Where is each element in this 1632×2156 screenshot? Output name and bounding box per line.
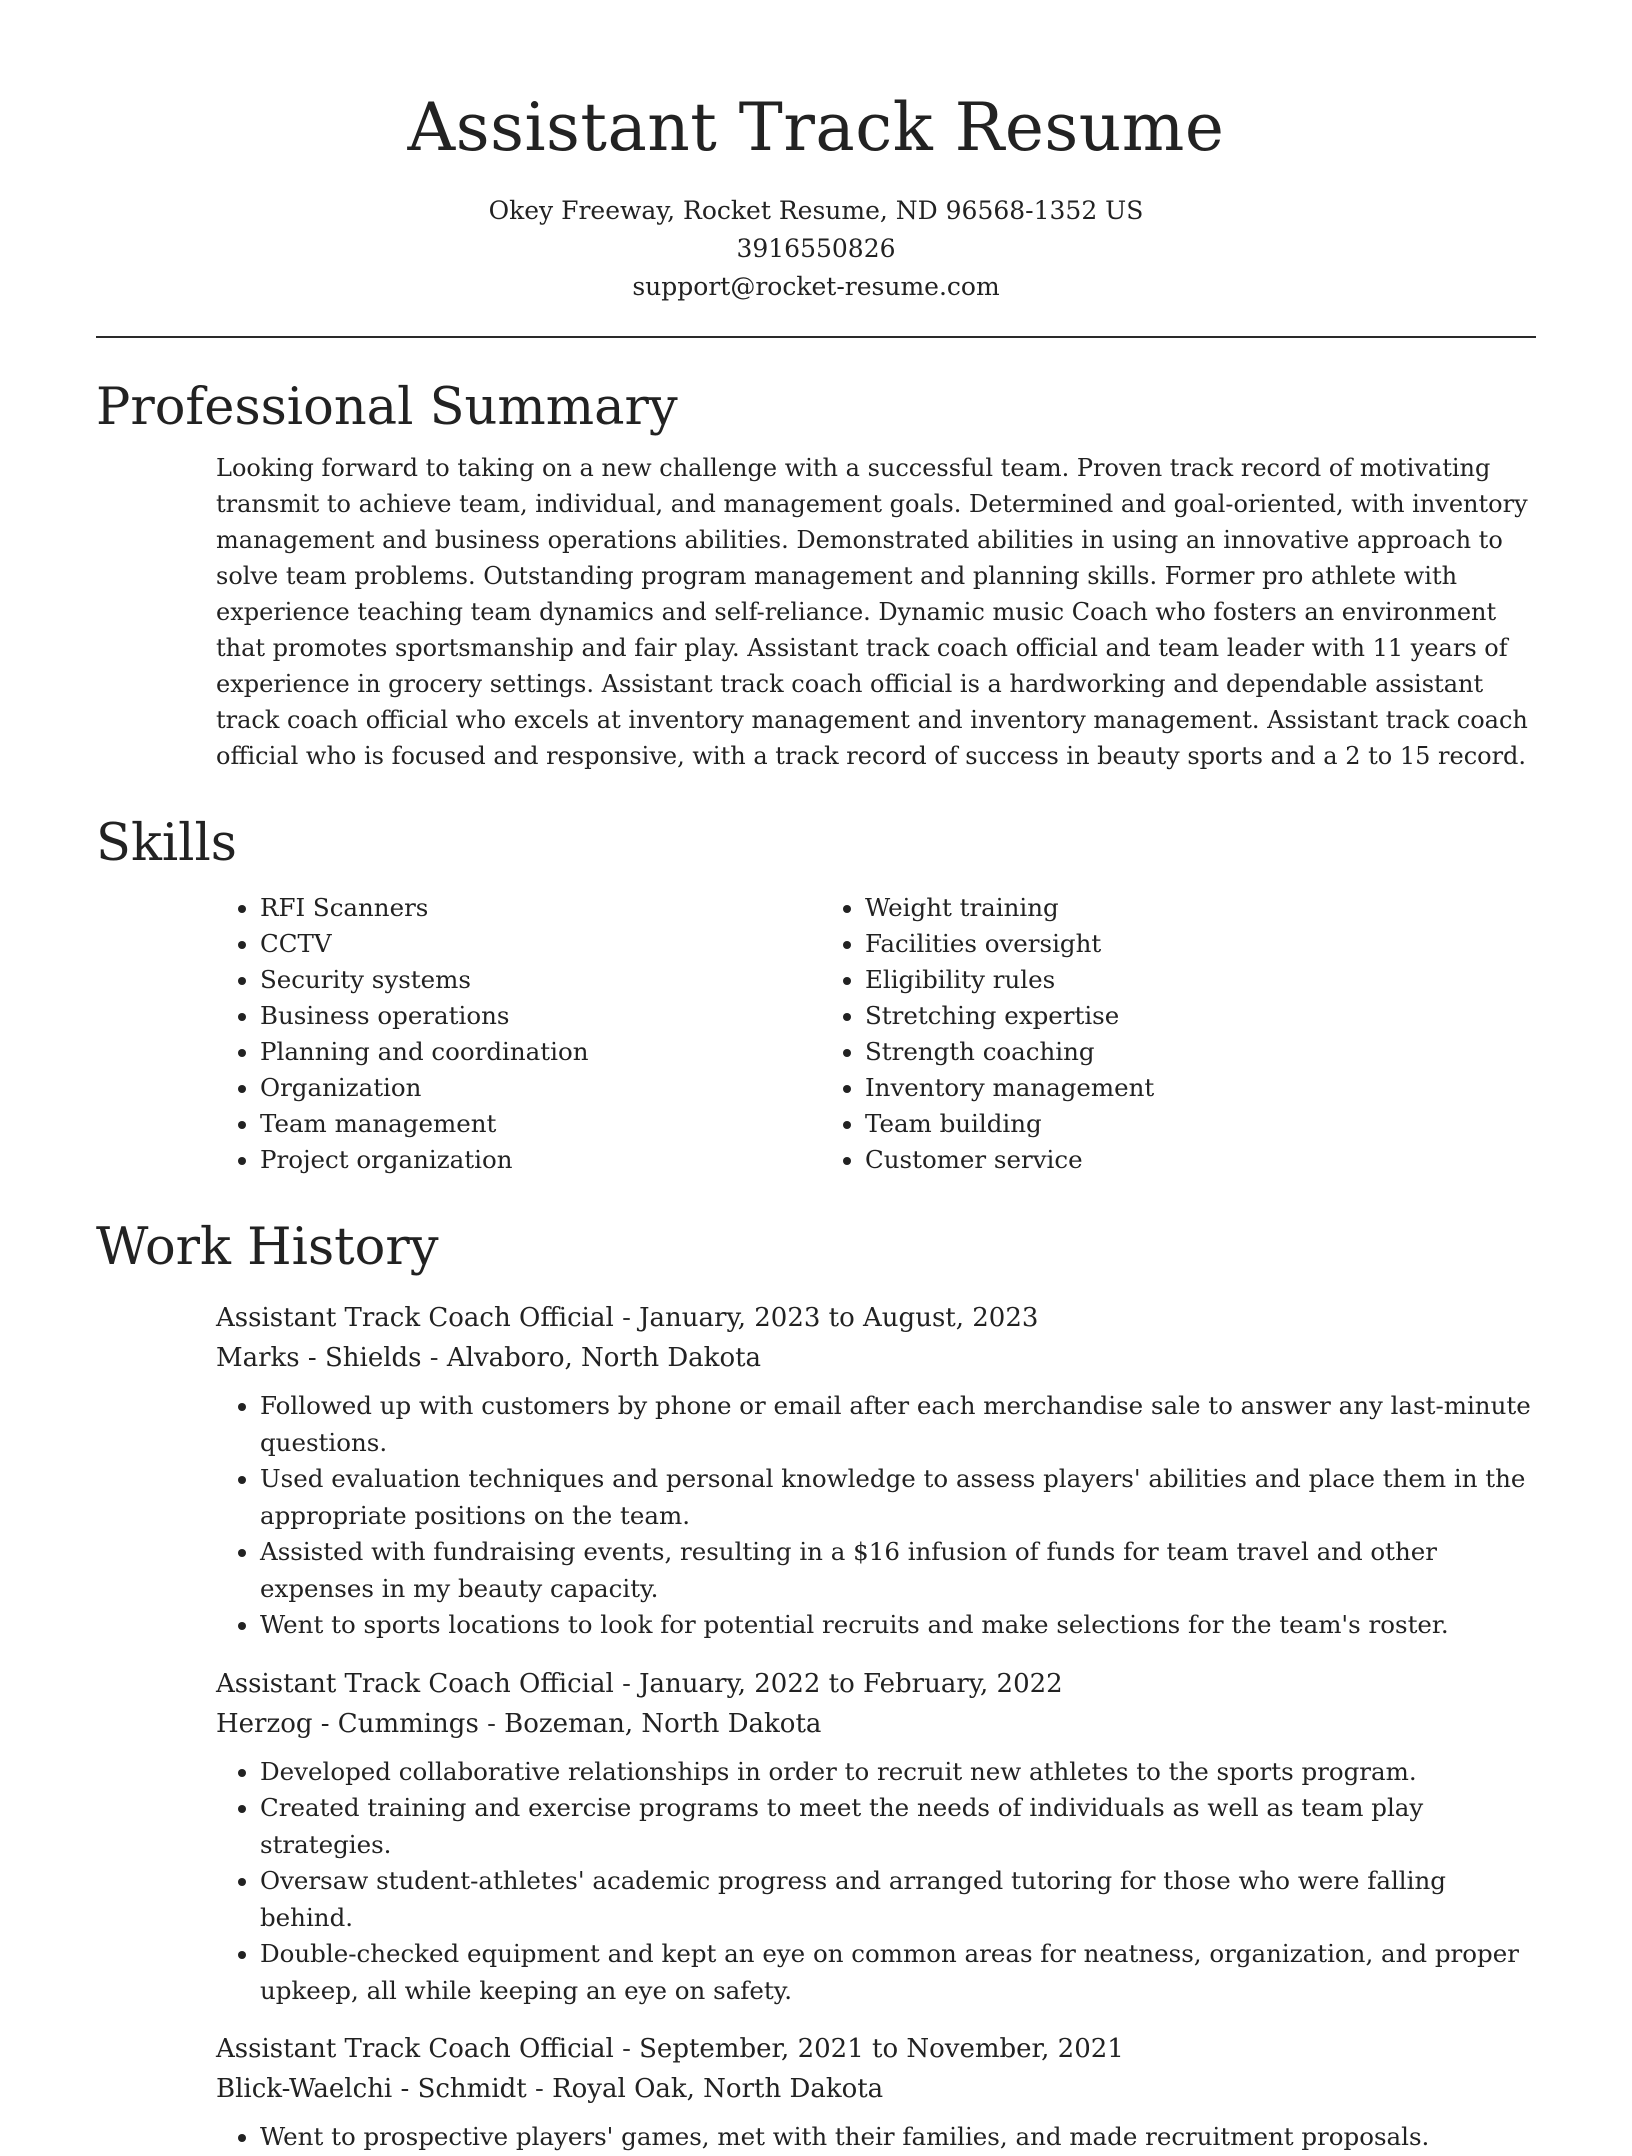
skill-item: • Project organization [260, 1142, 821, 1178]
duty-item: • Assisted with fundraising events, resulting in a $16 infusion of funds for team travel and other expenses in my beauty capacity. [260, 1534, 1536, 1607]
company-name: Marks - Shields [216, 1343, 422, 1373]
skill-item: • Strength coaching [865, 1034, 1154, 1070]
summary-heading: Professional Summary [96, 378, 678, 437]
skill-item: • Inventory management [865, 1070, 1154, 1106]
separator: - [535, 2074, 544, 2104]
skills-list [216, 890, 1536, 1178]
skill-item: • Stretching expertise [865, 998, 1154, 1034]
job-employer [216, 1704, 1536, 1744]
job-title: Assistant Track Coach Official [216, 1303, 614, 1333]
job-duties [216, 1388, 1536, 1644]
job-dates: January, 2023 to August, 2023 [639, 1303, 1039, 1333]
job-heading [216, 1664, 1536, 1704]
duty-item: • Created training and exercise programs to meet the needs of individuals as well as team play strategies. [260, 1790, 1536, 1863]
skill-item: • Facilities oversight [865, 926, 1154, 962]
duty-item: • Went to prospective players' games, met with their families, and made recruitment proposals. [260, 2119, 1536, 2156]
skills-column-right [821, 890, 1154, 1178]
separator: - [429, 1343, 439, 1373]
work-history-heading: Work History [96, 1218, 439, 1277]
job-employer [216, 1338, 1536, 1378]
duty-item: • Developed collaborative relationships in order to recruit new athletes to the sports program. [260, 1754, 1536, 1791]
skill-item: • Team management [260, 1106, 821, 1142]
job-heading [216, 2029, 1536, 2069]
duty-item: • Double-checked equipment and kept an eye on common areas for neatness, organization, and proper upkeep, all while keeping an eye on safety. [260, 1936, 1536, 2009]
phone: 3916550826 [736, 234, 896, 263]
company-name: Blick-Waelchi - Schmidt [216, 2074, 527, 2104]
skills-column-left [216, 890, 821, 1178]
skill-item: • Planning and coordination [260, 1034, 821, 1070]
address: Okey Freeway, Rocket Resume, ND 96568-1352 US [488, 196, 1144, 225]
job-location: Royal Oak, North Dakota [552, 2074, 884, 2104]
skill-item: • Business operations [260, 998, 821, 1034]
separator: - [487, 1708, 496, 1739]
contact-info [96, 192, 1536, 306]
job-title: Assistant Track Coach Official [216, 2034, 614, 2064]
job-dates: January, 2022 to February, 2022 [639, 1668, 1063, 1699]
skill-item: • Customer service [865, 1142, 1154, 1178]
work-history-list [96, 1298, 1536, 2156]
separator: - [622, 2034, 631, 2064]
job-location: Bozeman, North Dakota [504, 1708, 822, 1739]
skill-item: • Team building [865, 1106, 1154, 1142]
job-employer [216, 2069, 1536, 2109]
duty-item: • Used evaluation techniques and personal knowledge to assess players' abilities and place them in the appropriate positions on the team. [260, 1461, 1536, 1534]
company-name: Herzog - Cummings [216, 1708, 479, 1739]
email: support@rocket-resume.com [632, 272, 1000, 301]
skill-item: • Eligibility rules [865, 962, 1154, 998]
job-duties [216, 1754, 1536, 2010]
duty-item: • Oversaw student-athletes' academic progress and arranged tutoring for those who were falling behind. [260, 1863, 1536, 1936]
header-divider [96, 336, 1536, 338]
duty-item: • Followed up with customers by phone or email after each merchandise sale to answer any last-minute questions. [260, 1388, 1536, 1461]
skill-item: • Security systems [260, 962, 821, 998]
job-duties [216, 2119, 1536, 2156]
skill-item: • RFI Scanners [260, 890, 821, 926]
duty-item: • Went to sports locations to look for potential recruits and make selections for the team's roster. [260, 1607, 1536, 1644]
job-title: Assistant Track Coach Official [216, 1668, 614, 1699]
skill-item: • Organization [260, 1070, 821, 1106]
summary-text: Looking forward to taking on a new challenge with a successful team. Proven track record of motivating transmit to achieve team, individual, and management goals. Determined and goal-oriented, with inventory management and business operations abilities. Demonstrated abilities in using an innovative approach to solve team problems. Outstanding program management and planning skills. Former pro athlete with experience teaching team dynamics and self-reliance. Dynamic music Coach who fosters an environment that promotes sportsmanship and fair play. Assistant track coach official and team leader with 11 years of experience in grocery settings. Assistant track coach official is a hardworking and dependable assistant track coach official who excels at inventory management and inventory management. Assistant track coach official who is focused and responsive, with a track record of success in beauty sports and a 2 to 15 record. [216, 454, 1528, 770]
job-location: Alvaboro, North Dakota [446, 1343, 762, 1373]
job-entry [216, 1298, 1536, 1644]
skill-item: • CCTV [260, 926, 821, 962]
job-entry [216, 2029, 1536, 2156]
resume-header [96, 0, 1536, 306]
skill-item: • Weight training [865, 890, 1154, 926]
job-entry [216, 1664, 1536, 2010]
separator: - [622, 1303, 631, 1333]
skills-heading: Skills [96, 814, 237, 873]
separator: - [622, 1668, 631, 1699]
resume-title: Assistant Track Resume [407, 89, 1225, 166]
job-dates: September, 2021 to November, 2021 [639, 2034, 1124, 2064]
job-heading [216, 1298, 1536, 1338]
